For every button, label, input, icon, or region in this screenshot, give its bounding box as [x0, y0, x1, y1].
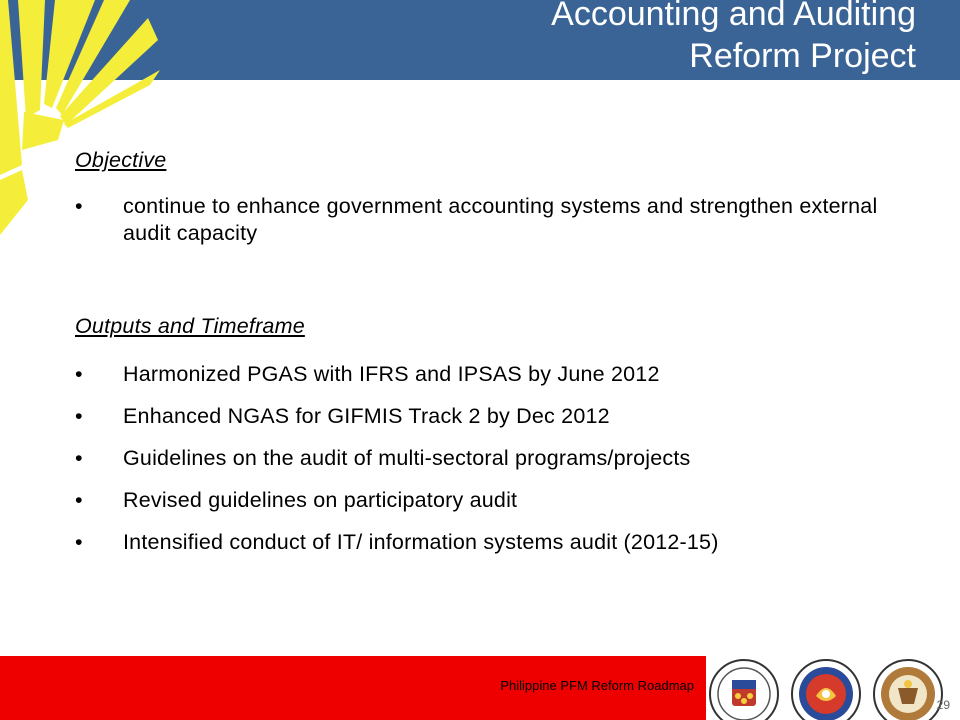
bullet-marker: • — [75, 404, 83, 428]
list-item-text: Harmonized PGAS with IFRS and IPSAS by June 2012 — [123, 362, 660, 386]
list-item — [75, 403, 895, 430]
list-item — [75, 487, 895, 514]
objective-heading: Objective — [75, 148, 167, 172]
outputs-heading: Outputs and Timeframe — [75, 314, 305, 338]
bullet-marker: • — [75, 530, 83, 554]
bullet-marker: • — [75, 362, 83, 386]
department-of-finance-seal-icon — [872, 658, 944, 720]
list-item-text: continue to enhance government accounting systems and strengthen external audit capacity — [123, 194, 878, 245]
bullet-marker: • — [75, 488, 83, 512]
title-line-1: Accounting and Auditing — [551, 0, 916, 33]
list-item — [75, 529, 895, 556]
list-item — [75, 445, 895, 472]
page-number: 29 — [936, 698, 950, 712]
footer-text: Philippine PFM Reform Roadmap — [500, 678, 694, 693]
slide-title — [551, 0, 916, 77]
list-item — [75, 361, 895, 388]
list-item-text: Enhanced NGAS for GIFMIS Track 2 by Dec 2012 — [123, 404, 610, 428]
department-of-budget-and-management-seal-icon — [790, 658, 862, 720]
outputs-list — [75, 361, 895, 571]
list-item-text: Guidelines on the audit of multi-sectoral programs/projects — [123, 446, 691, 470]
footer-bar — [0, 656, 708, 720]
agency-seals — [706, 656, 960, 720]
objective-list — [75, 193, 895, 247]
list-item-text: Intensified conduct of IT/ information systems audit (2012-15) — [123, 530, 719, 554]
commission-on-audit-seal-icon — [708, 658, 780, 720]
list-item — [75, 193, 895, 247]
list-item-text: Revised guidelines on participatory audit — [123, 488, 518, 512]
bullet-marker: • — [75, 446, 83, 470]
title-line-2: Reform Project — [689, 37, 916, 75]
bullet-marker: • — [75, 194, 83, 218]
